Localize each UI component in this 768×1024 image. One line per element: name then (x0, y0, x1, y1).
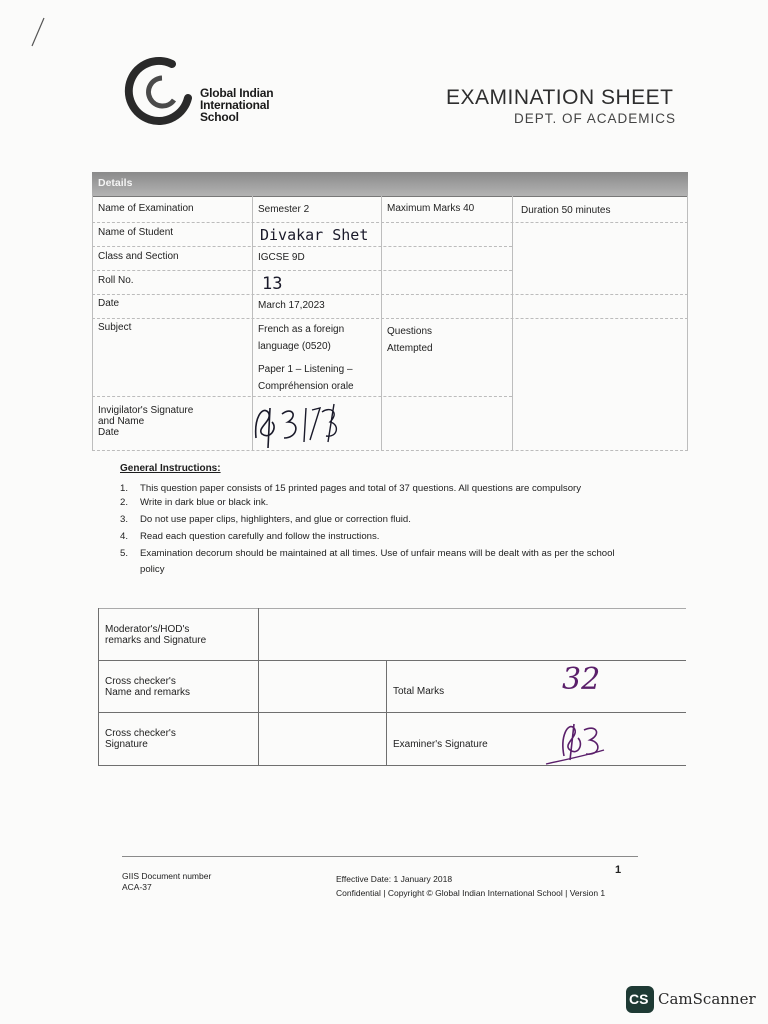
sheet-title: EXAMINATION SHEET (446, 86, 674, 109)
col-divider (381, 196, 382, 450)
subject-value-line: Paper 1 – Listening – (258, 364, 353, 375)
instruction-text: This question paper consists of 15 printed pages and total of 37 questions. All questions are compulsory (140, 483, 582, 494)
instruction-text: Write in dark blue or black ink. (140, 497, 269, 508)
camscanner-logo-icon (626, 986, 654, 1013)
footer-divider (122, 856, 638, 857)
student-name-value: Divakar Shet (260, 226, 369, 244)
total-marks-value: 32 (562, 662, 601, 697)
col-divider (687, 196, 688, 450)
doc-number: ACA-37 (122, 882, 152, 892)
row-divider (92, 270, 512, 271)
instruction-number: 1. (120, 483, 129, 494)
instruction-number: 5. (120, 548, 129, 559)
subject-label: Subject (98, 322, 132, 333)
confidential-line: Confidential | Copyright © Global Indian International School | Version 1 (336, 888, 606, 898)
details-header-bar (92, 172, 688, 197)
row-divider (98, 712, 686, 713)
col-divider (258, 608, 259, 765)
col-divider (386, 660, 387, 765)
row-divider (92, 450, 688, 451)
col-divider (512, 196, 513, 450)
details-heading: Details (98, 177, 133, 189)
class-section-value: IGCSE 9D (258, 252, 305, 263)
school-name (200, 87, 273, 123)
invigilator-label: Invigilator's Signature (98, 405, 194, 416)
instruction-item (120, 497, 640, 509)
instruction-continuation: policy (140, 564, 165, 575)
maximum-marks: Maximum Marks 40 (387, 203, 475, 214)
pen-mark (26, 16, 50, 52)
effective-date: Effective Date: 1 January 2018 (336, 874, 453, 884)
instruction-text: Do not use paper clips, highlighters, and glue or correction fluid. (140, 514, 411, 525)
invigilator-signature (248, 398, 354, 454)
questions-attempted-label: Questions (387, 326, 433, 337)
moderator-label: remarks and Signature (105, 635, 207, 646)
col-divider (92, 196, 93, 450)
exam-name-label: Name of Examination (98, 203, 194, 214)
roll-no-label: Roll No. (98, 275, 134, 286)
doc-number-label: GIIS Document number (122, 871, 212, 881)
subject-value-line: Compréhension orale (258, 381, 354, 392)
row-divider (92, 396, 512, 397)
instruction-number: 2. (120, 497, 129, 508)
row-divider (92, 318, 688, 319)
row-divider (92, 222, 688, 223)
duration: Duration 50 minutes (521, 205, 611, 216)
camscanner-badge: CS (629, 991, 649, 1007)
cross-checker-sig-label: Cross checker's (105, 728, 176, 739)
instruction-item (120, 483, 640, 495)
school-logo-icon (122, 54, 194, 126)
examiner-signature (544, 716, 608, 768)
class-section-label: Class and Section (98, 251, 179, 262)
school-name-line: School (200, 110, 239, 124)
instruction-item (120, 531, 640, 543)
subject-value-line: language (0520) (258, 341, 331, 352)
row-divider (92, 246, 512, 247)
roll-no-value: 13 (262, 274, 283, 294)
date-label: Date (98, 298, 120, 309)
row-divider (98, 660, 686, 661)
instructions-title: General Instructions: (120, 463, 221, 474)
moderator-label: Moderator's/HOD's (105, 624, 190, 635)
instruction-item (120, 548, 640, 560)
instruction-text: Read each question carefully and follow the instructions. (140, 531, 380, 542)
row-divider (92, 294, 688, 295)
exam-name-value: Semester 2 (258, 204, 310, 215)
sheet-subtitle: DEPT. OF ACADEMICS (514, 111, 677, 126)
cross-checker-name-label: Name and remarks (105, 687, 191, 698)
subject-value-line: French as a foreign (258, 324, 345, 335)
invigilator-label: and Name (98, 416, 145, 427)
invigilator-label: Date (98, 427, 120, 438)
total-marks-label: Total Marks (393, 686, 445, 697)
examiner-sig-label: Examiner's Signature (393, 739, 488, 750)
instruction-item (120, 514, 640, 526)
row-divider (98, 608, 686, 609)
date-value: March 17,2023 (258, 300, 325, 311)
cross-checker-name-label: Cross checker's (105, 676, 176, 687)
instruction-text: Examination decorum should be maintained at all times. Use of unfair means will be dealt with as per the school (140, 548, 615, 559)
school-name-line: International (200, 98, 270, 112)
questions-attempted-label: Attempted (387, 343, 433, 354)
school-name-line: Global Indian (200, 86, 274, 100)
instruction-number: 4. (120, 531, 129, 542)
page-number: 1 (615, 864, 622, 876)
cross-checker-sig-label: Signature (105, 739, 148, 750)
instruction-number: 3. (120, 514, 129, 525)
col-divider (98, 608, 99, 765)
camscanner-label: CamScanner (658, 990, 756, 1008)
student-name-label: Name of Student (98, 227, 174, 238)
